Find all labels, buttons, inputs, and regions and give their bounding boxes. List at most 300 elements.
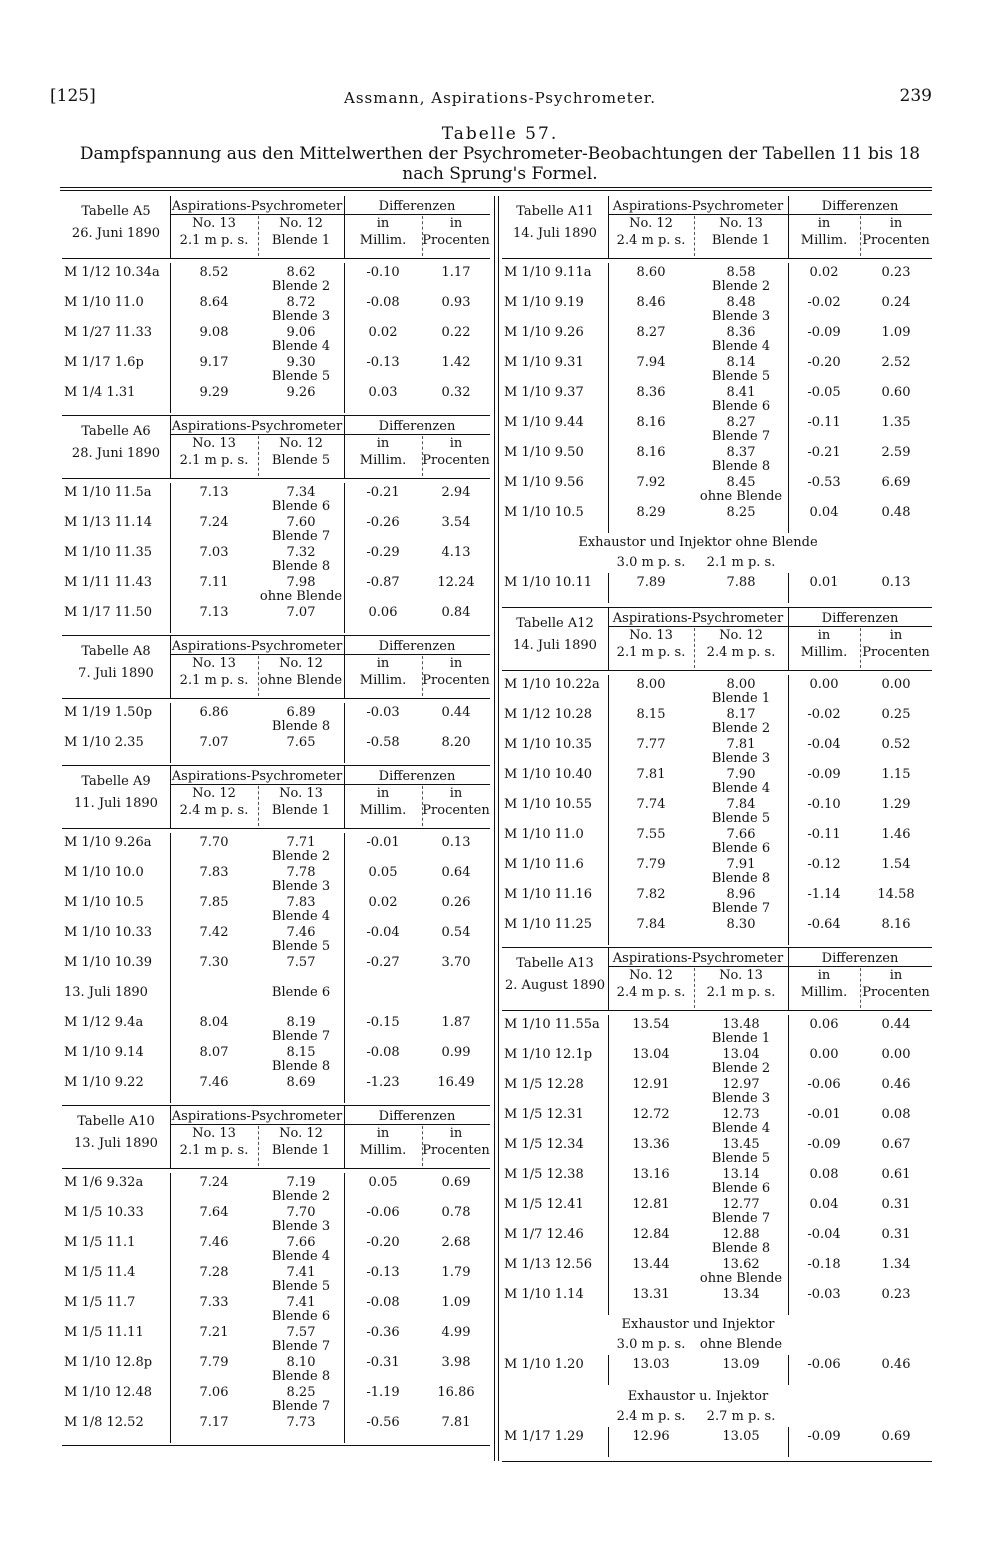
table-formula-note: nach Sprung's Formel. bbox=[402, 164, 598, 184]
block-date: 14. Juli 1890 bbox=[513, 226, 597, 241]
value-psychrometer-2: 12.97 bbox=[722, 1077, 760, 1092]
row-rule bbox=[788, 915, 789, 945]
difference-millim: -0.56 bbox=[366, 1415, 400, 1430]
value-psychrometer-2: 8.72 bbox=[286, 295, 316, 310]
observation-time: M 1/10 10.33 bbox=[64, 925, 152, 940]
value-psychrometer-1: 9.08 bbox=[199, 325, 229, 340]
value-psychrometer-1: 13.54 bbox=[632, 1017, 670, 1032]
value-psychrometer-2: 7.41 bbox=[286, 1295, 316, 1310]
value-psychrometer-1: 13.36 bbox=[632, 1137, 670, 1152]
difference-procenten: 8.20 bbox=[441, 735, 471, 750]
observation-time: M 1/6 9.32a bbox=[64, 1175, 144, 1190]
block-body bbox=[62, 479, 490, 635]
unit-procenten: Procenten bbox=[422, 803, 490, 818]
header-dashed-rule bbox=[258, 786, 259, 826]
value-psychrometer-2: 13.34 bbox=[722, 1287, 760, 1302]
block-body bbox=[62, 699, 490, 765]
value-psychrometer-1: 7.46 bbox=[199, 1235, 229, 1250]
value-psychrometer-2: 7.90 bbox=[726, 767, 756, 782]
row-rule bbox=[608, 353, 609, 383]
observation-time: M 1/17 11.50 bbox=[64, 605, 152, 620]
right-column bbox=[502, 196, 932, 1462]
block-body bbox=[502, 259, 932, 607]
difference-procenten: 0.54 bbox=[441, 925, 471, 940]
row-rule bbox=[788, 1075, 789, 1105]
observation-time: M 1/27 11.33 bbox=[64, 325, 152, 340]
observation-time: M 1/12 10.28 bbox=[504, 707, 592, 722]
row-rule bbox=[170, 923, 171, 953]
blende-note: Blende 7 bbox=[711, 429, 771, 444]
value-psychrometer-2: 8.14 bbox=[726, 355, 756, 370]
row-rule bbox=[608, 263, 609, 293]
blende-note: Blende 7 bbox=[271, 529, 331, 544]
block-name: Tabelle A11 bbox=[516, 204, 594, 219]
value-psychrometer-2: Blende 6 bbox=[271, 985, 331, 1000]
row-rule bbox=[608, 1255, 609, 1285]
observation-time: M 1/10 10.22a bbox=[504, 677, 600, 692]
table-row bbox=[502, 1225, 932, 1255]
value-psychrometer-2: 7.71 bbox=[286, 835, 316, 850]
table-row bbox=[502, 1165, 932, 1195]
observation-time: M 1/4 1.31 bbox=[64, 385, 136, 400]
exhaustor-note: Exhaustor u. Injektor bbox=[627, 1389, 769, 1404]
row-rule bbox=[344, 733, 345, 763]
value-psychrometer-1: 7.81 bbox=[636, 767, 666, 782]
table-row bbox=[62, 1043, 490, 1073]
table-row bbox=[62, 323, 490, 353]
block-date: 11. Juli 1890 bbox=[74, 796, 158, 811]
observation-time: M 1/10 12.1p bbox=[504, 1047, 593, 1062]
unit-procenten: Procenten bbox=[862, 233, 930, 248]
observation-time: M 1/10 10.11 bbox=[504, 575, 592, 590]
psychrometer-2-label: No. 12 bbox=[279, 656, 323, 671]
group-rule bbox=[608, 966, 932, 967]
blende-note: Blende 8 bbox=[711, 871, 771, 886]
observation-time: M 1/10 1.20 bbox=[504, 1357, 584, 1372]
row-rule bbox=[170, 833, 171, 863]
difference-millim: -0.11 bbox=[807, 827, 841, 842]
group-label-psychrometer: Aspirations-Psychrometer bbox=[171, 1109, 343, 1124]
value-psychrometer-2: 7.83 bbox=[286, 895, 316, 910]
table-row bbox=[62, 1293, 490, 1323]
group-label-psychrometer: Aspirations-Psychrometer bbox=[612, 951, 784, 966]
group-label-differenzen: Differenzen bbox=[821, 611, 899, 626]
header-dashed-rule bbox=[860, 216, 861, 256]
value-psychrometer-2: 12.88 bbox=[722, 1227, 760, 1242]
value-psychrometer-1: 8.36 bbox=[636, 385, 666, 400]
table-row bbox=[502, 1015, 932, 1045]
difference-millim: -0.21 bbox=[807, 445, 841, 460]
value-psychrometer-1: 7.28 bbox=[199, 1265, 229, 1280]
blende-note: Blende 2 bbox=[711, 1061, 771, 1076]
header-dashed-rule bbox=[860, 628, 861, 668]
difference-procenten: 0.00 bbox=[881, 677, 911, 692]
difference-millim: 0.06 bbox=[368, 605, 398, 620]
difference-procenten: 0.31 bbox=[881, 1197, 911, 1212]
table-row bbox=[502, 795, 932, 825]
value-psychrometer-1: 12.72 bbox=[632, 1107, 670, 1122]
table-row bbox=[502, 263, 932, 293]
difference-millim: -0.08 bbox=[366, 295, 400, 310]
table-row bbox=[502, 1255, 932, 1285]
value-psychrometer-2: 8.27 bbox=[726, 415, 756, 430]
row-rule bbox=[344, 573, 345, 603]
value-psychrometer-1: 7.24 bbox=[199, 1175, 229, 1190]
difference-procenten: 0.61 bbox=[881, 1167, 911, 1182]
observation-time: M 1/10 11.0 bbox=[64, 295, 144, 310]
value-psychrometer-1: 8.52 bbox=[199, 265, 229, 280]
difference-procenten: 1.79 bbox=[441, 1265, 471, 1280]
psychrometer-1-label: No. 12 bbox=[629, 216, 673, 231]
block-body bbox=[62, 829, 490, 1105]
unit-in: in bbox=[376, 1126, 390, 1141]
observation-time: M 1/17 1.6p bbox=[64, 355, 144, 370]
row-rule bbox=[344, 1073, 345, 1103]
difference-millim: -0.11 bbox=[807, 415, 841, 430]
value-psychrometer-2: 8.30 bbox=[726, 917, 756, 932]
exhaustor-note: Exhaustor und Injektor ohne Blende bbox=[578, 535, 818, 550]
row-rule bbox=[344, 1353, 345, 1383]
unit-millim: Millim. bbox=[359, 803, 407, 818]
value-psychrometer-1: 8.46 bbox=[636, 295, 666, 310]
value-psychrometer-2: 8.69 bbox=[286, 1075, 316, 1090]
difference-millim: -0.06 bbox=[807, 1077, 841, 1092]
observation-time: M 1/10 10.5 bbox=[504, 505, 584, 520]
value-psychrometer-1: 6.86 bbox=[199, 705, 229, 720]
header-rule bbox=[788, 196, 789, 258]
blende-note: Blende 5 bbox=[271, 1279, 331, 1294]
value-psychrometer-1: 7.84 bbox=[636, 917, 666, 932]
table-row bbox=[62, 733, 490, 763]
blende-note: Blende 7 bbox=[711, 1211, 771, 1226]
blende-note: Blende 5 bbox=[271, 939, 331, 954]
difference-millim: -0.02 bbox=[807, 707, 841, 722]
difference-procenten: 3.98 bbox=[441, 1355, 471, 1370]
value-psychrometer-1: 7.07 bbox=[199, 735, 229, 750]
header-rule bbox=[788, 948, 789, 1010]
row-rule bbox=[788, 735, 789, 765]
block-name: Tabelle A10 bbox=[77, 1114, 155, 1129]
value-psychrometer-2: 13.62 bbox=[722, 1257, 760, 1272]
blende-note: Blende 6 bbox=[711, 841, 771, 856]
table-row bbox=[502, 1285, 932, 1315]
row-rule bbox=[608, 705, 609, 735]
group-rule bbox=[170, 654, 490, 655]
difference-procenten: 1.46 bbox=[881, 827, 911, 842]
row-rule bbox=[608, 1015, 609, 1045]
observation-time: M 1/10 10.40 bbox=[504, 767, 592, 782]
row-rule bbox=[170, 543, 171, 573]
unit-millim: Millim. bbox=[800, 233, 848, 248]
observation-time: M 1/10 9.26a bbox=[64, 835, 152, 850]
value-psychrometer-1: 7.64 bbox=[199, 1205, 229, 1220]
value-psychrometer-1: 8.15 bbox=[636, 707, 666, 722]
psychrometer-1-label: No. 13 bbox=[192, 216, 236, 231]
observation-time: M 1/7 12.46 bbox=[504, 1227, 584, 1242]
header-dashed-rule bbox=[258, 436, 259, 476]
psychrometer-1-label: No. 13 bbox=[192, 436, 236, 451]
exhaustor-note: Exhaustor und Injektor bbox=[621, 1317, 775, 1332]
table-row bbox=[62, 353, 490, 383]
psychrometer-1-speed: 2.1 m p. s. bbox=[179, 673, 249, 688]
block-header bbox=[62, 636, 490, 699]
header-dashed-rule bbox=[422, 436, 423, 476]
observation-time: M 1/5 11.11 bbox=[64, 1325, 144, 1340]
difference-procenten: 0.08 bbox=[881, 1107, 911, 1122]
value-psychrometer-1: 8.60 bbox=[636, 265, 666, 280]
row-rule bbox=[344, 1413, 345, 1443]
row-rule bbox=[170, 1233, 171, 1263]
row-rule bbox=[170, 483, 171, 513]
observation-time: M 1/10 9.37 bbox=[504, 385, 584, 400]
value-psychrometer-2: 7.41 bbox=[286, 1265, 316, 1280]
difference-procenten: 0.48 bbox=[881, 505, 911, 520]
difference-procenten: 0.69 bbox=[441, 1175, 471, 1190]
observation-time: M 1/10 1.14 bbox=[504, 1287, 584, 1302]
value-psychrometer-1: 7.82 bbox=[636, 887, 666, 902]
value-psychrometer-2: 7.70 bbox=[286, 1205, 316, 1220]
difference-procenten: 0.93 bbox=[441, 295, 471, 310]
table-row bbox=[62, 293, 490, 323]
table-block bbox=[62, 766, 490, 1106]
difference-procenten: 1.09 bbox=[881, 325, 911, 340]
psychrometer-2-label: No. 12 bbox=[279, 216, 323, 231]
row-rule bbox=[344, 513, 345, 543]
value-psychrometer-1: 7.42 bbox=[199, 925, 229, 940]
row-rule bbox=[170, 323, 171, 353]
observation-time: M 1/10 11.16 bbox=[504, 887, 592, 902]
difference-procenten: 0.64 bbox=[441, 865, 471, 880]
row-rule bbox=[344, 703, 345, 733]
blende-note: Blende 8 bbox=[271, 1059, 331, 1074]
running-title: Assmann, Aspirations-Psychrometer. bbox=[344, 89, 656, 107]
table-row bbox=[502, 855, 932, 885]
observation-time: M 1/10 11.35 bbox=[64, 545, 152, 560]
row-rule bbox=[344, 863, 345, 893]
value-psychrometer-2: 7.66 bbox=[286, 1235, 316, 1250]
value-psychrometer-2: 8.45 bbox=[726, 475, 756, 490]
exhaustor-speed-2: ohne Blende bbox=[699, 1337, 783, 1352]
table-block bbox=[62, 1106, 490, 1446]
blende-note: Blende 3 bbox=[271, 309, 331, 324]
table-row bbox=[502, 915, 932, 945]
table-row bbox=[502, 885, 932, 915]
difference-millim: -0.12 bbox=[807, 857, 841, 872]
value-psychrometer-1: 12.81 bbox=[632, 1197, 670, 1212]
difference-millim: -0.06 bbox=[366, 1205, 400, 1220]
observation-time: M 1/12 9.4a bbox=[64, 1015, 144, 1030]
table-title: Tabelle 57. bbox=[441, 124, 559, 144]
row-rule bbox=[170, 1263, 171, 1293]
row-rule bbox=[788, 473, 789, 503]
difference-procenten: 0.31 bbox=[881, 1227, 911, 1242]
blende-note: Blende 7 bbox=[271, 1399, 331, 1414]
row-rule bbox=[344, 1043, 345, 1073]
group-label-psychrometer: Aspirations-Psychrometer bbox=[612, 199, 784, 214]
difference-procenten: 0.84 bbox=[441, 605, 471, 620]
blende-note: Blende 1 bbox=[711, 1031, 771, 1046]
difference-procenten: 0.23 bbox=[881, 265, 911, 280]
psychrometer-2-speed: Blende 1 bbox=[271, 233, 331, 248]
difference-procenten: 0.52 bbox=[881, 737, 911, 752]
row-rule bbox=[788, 1135, 789, 1165]
page-reference: [125] bbox=[50, 86, 96, 106]
row-rule bbox=[170, 1043, 171, 1073]
difference-procenten: 3.70 bbox=[441, 955, 471, 970]
difference-millim: -0.01 bbox=[807, 1107, 841, 1122]
row-rule bbox=[170, 263, 171, 293]
table-block bbox=[502, 948, 932, 1462]
value-psychrometer-2: 7.19 bbox=[286, 1175, 316, 1190]
value-psychrometer-2: 8.36 bbox=[726, 325, 756, 340]
table-row bbox=[502, 293, 932, 323]
blende-note: Blende 3 bbox=[711, 309, 771, 324]
observation-time: M 1/10 11.6 bbox=[504, 857, 584, 872]
table-row bbox=[502, 353, 932, 383]
value-psychrometer-2: 8.00 bbox=[726, 677, 756, 692]
block-date: 26. Juni 1890 bbox=[71, 226, 161, 241]
unit-in: in bbox=[376, 786, 390, 801]
blende-note: Blende 8 bbox=[711, 459, 771, 474]
unit-in: in bbox=[889, 628, 903, 643]
row-rule bbox=[170, 573, 171, 603]
psychrometer-1-speed: 2.1 m p. s. bbox=[179, 1143, 249, 1158]
psychrometer-1-speed: 2.4 m p. s. bbox=[616, 233, 686, 248]
value-psychrometer-1: 8.07 bbox=[199, 1045, 229, 1060]
difference-millim: 0.05 bbox=[368, 865, 398, 880]
row-rule bbox=[608, 383, 609, 413]
blende-note: Blende 8 bbox=[711, 1241, 771, 1256]
value-psychrometer-2: 8.15 bbox=[286, 1045, 316, 1060]
column-separator bbox=[494, 196, 495, 1461]
table-row bbox=[502, 503, 932, 533]
row-rule bbox=[170, 1203, 171, 1233]
row-rule bbox=[788, 293, 789, 323]
unit-in: in bbox=[449, 786, 463, 801]
difference-millim: 0.04 bbox=[809, 1197, 839, 1212]
value-psychrometer-1: 7.46 bbox=[199, 1075, 229, 1090]
group-label-differenzen: Differenzen bbox=[378, 769, 456, 784]
table-row bbox=[62, 923, 490, 953]
observation-time: M 1/10 9.31 bbox=[504, 355, 584, 370]
block-name: Tabelle A5 bbox=[81, 204, 151, 219]
blende-note: Blende 3 bbox=[271, 879, 331, 894]
unit-in: in bbox=[889, 968, 903, 983]
value-psychrometer-1: 7.17 bbox=[199, 1415, 229, 1430]
observation-time: M 1/5 11.1 bbox=[64, 1235, 136, 1250]
value-psychrometer-2: 12.77 bbox=[722, 1197, 760, 1212]
table-block bbox=[502, 196, 932, 608]
table-row bbox=[62, 513, 490, 543]
row-rule bbox=[344, 983, 345, 1013]
value-psychrometer-2: 7.98 bbox=[286, 575, 316, 590]
row-rule bbox=[344, 353, 345, 383]
unit-in: in bbox=[449, 1126, 463, 1141]
value-psychrometer-2: 9.26 bbox=[286, 385, 316, 400]
observation-time: M 1/10 9.14 bbox=[64, 1045, 144, 1060]
left-column bbox=[62, 196, 490, 1446]
exhaustor-speed-2: 2.7 m p. s. bbox=[706, 1409, 776, 1424]
row-rule bbox=[608, 1285, 609, 1315]
row-rule bbox=[170, 513, 171, 543]
row-rule bbox=[788, 885, 789, 915]
group-label-psychrometer: Aspirations-Psychrometer bbox=[171, 769, 343, 784]
block-date: 14. Juli 1890 bbox=[513, 638, 597, 653]
difference-millim: -0.58 bbox=[366, 735, 400, 750]
row-rule bbox=[788, 705, 789, 735]
blende-note: Blende 4 bbox=[711, 781, 771, 796]
row-rule bbox=[170, 953, 171, 983]
block-date: 7. Juli 1890 bbox=[78, 666, 154, 681]
difference-procenten: 3.54 bbox=[441, 515, 471, 530]
value-psychrometer-1: 7.30 bbox=[199, 955, 229, 970]
value-psychrometer-1: 8.64 bbox=[199, 295, 229, 310]
difference-millim: -0.36 bbox=[366, 1325, 400, 1340]
table-row bbox=[502, 413, 932, 443]
blende-note: Blende 2 bbox=[711, 279, 771, 294]
table-row bbox=[502, 323, 932, 353]
row-rule bbox=[344, 1263, 345, 1293]
value-psychrometer-2: 7.57 bbox=[286, 1325, 316, 1340]
unit-millim: Millim. bbox=[359, 673, 407, 688]
group-label-differenzen: Differenzen bbox=[378, 199, 456, 214]
row-rule bbox=[344, 293, 345, 323]
difference-procenten: 2.68 bbox=[441, 1235, 471, 1250]
difference-procenten: 1.42 bbox=[441, 355, 471, 370]
value-psychrometer-2: 7.46 bbox=[286, 925, 316, 940]
blende-note: Blende 4 bbox=[271, 1249, 331, 1264]
value-psychrometer-2: 7.91 bbox=[726, 857, 756, 872]
difference-procenten: 0.44 bbox=[881, 1017, 911, 1032]
header-rule bbox=[608, 608, 609, 670]
value-psychrometer-1: 7.77 bbox=[636, 737, 666, 752]
table-row bbox=[62, 833, 490, 863]
blende-note: Blende 2 bbox=[271, 1189, 331, 1204]
value-psychrometer-1: 7.79 bbox=[199, 1355, 229, 1370]
difference-procenten: 8.16 bbox=[881, 917, 911, 932]
blende-note: Blende 3 bbox=[711, 1091, 771, 1106]
unit-millim: Millim. bbox=[359, 1143, 407, 1158]
group-label-differenzen: Differenzen bbox=[821, 951, 899, 966]
difference-millim: -0.64 bbox=[807, 917, 841, 932]
difference-millim: -0.10 bbox=[807, 797, 841, 812]
value-psychrometer-2: 7.84 bbox=[726, 797, 756, 812]
blende-note: Blende 4 bbox=[271, 909, 331, 924]
header-dashed-rule bbox=[258, 1126, 259, 1166]
value-psychrometer-1: 8.00 bbox=[636, 677, 666, 692]
difference-millim: -0.04 bbox=[807, 1227, 841, 1242]
observation-time: M 1/5 12.41 bbox=[504, 1197, 584, 1212]
value-psychrometer-1: 13.16 bbox=[632, 1167, 670, 1182]
difference-millim: 0.03 bbox=[368, 385, 398, 400]
difference-procenten: 12.24 bbox=[437, 575, 475, 590]
blende-note: Blende 2 bbox=[271, 849, 331, 864]
blende-note: Blende 6 bbox=[711, 1181, 771, 1196]
value-psychrometer-1: 7.24 bbox=[199, 515, 229, 530]
unit-millim: Millim. bbox=[800, 645, 848, 660]
group-rule bbox=[608, 214, 932, 215]
value-psychrometer-2: 7.81 bbox=[726, 737, 756, 752]
row-rule bbox=[344, 1203, 345, 1233]
row-rule bbox=[608, 573, 609, 603]
exhaustor-speed-2: 2.1 m p. s. bbox=[706, 555, 776, 570]
difference-procenten: 0.99 bbox=[441, 1045, 471, 1060]
blende-note: ohne Blende bbox=[699, 1271, 783, 1286]
value-psychrometer-1: 7.21 bbox=[199, 1325, 229, 1340]
value-psychrometer-2: 8.48 bbox=[726, 295, 756, 310]
table-row bbox=[62, 573, 490, 603]
header-rule bbox=[344, 416, 345, 478]
